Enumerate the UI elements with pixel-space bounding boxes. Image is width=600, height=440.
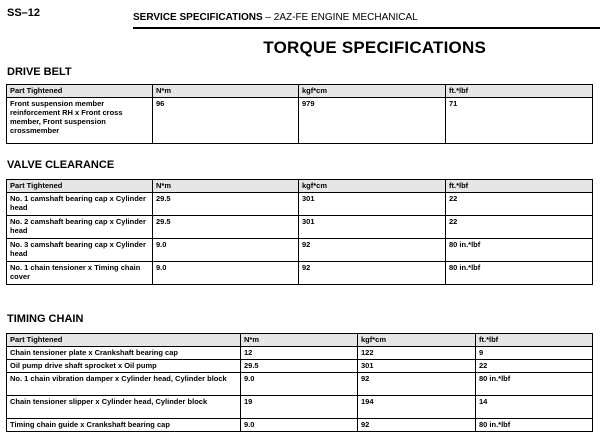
- kgfcm-cell: 301: [299, 193, 446, 216]
- ftlbf-cell: 80 in.*lbf: [476, 373, 593, 396]
- table-row: [7, 360, 593, 373]
- ftlbf-cell: 80 in.*lbf: [446, 262, 593, 285]
- part-cell: No. 2 camshaft bearing cap x Cylinder head: [7, 216, 153, 239]
- table-header-row: [7, 334, 593, 347]
- kgfcm-cell: 92: [299, 239, 446, 262]
- nm-cell: 29.5: [153, 216, 299, 239]
- kgfcm-cell: 92: [299, 262, 446, 285]
- part-cell: No. 1 camshaft bearing cap x Cylinder head: [7, 193, 153, 216]
- kgfcm-cell: 92: [358, 419, 476, 432]
- table-row: [7, 193, 593, 216]
- ftlbf-cell: 9: [476, 347, 593, 360]
- ftlbf-cell: 22: [476, 360, 593, 373]
- running-head-separator: –: [262, 12, 274, 23]
- running-head-chapter: 2AZ-FE ENGINE MECHANICAL: [273, 12, 418, 23]
- section-title-drive-belt: DRIVE BELT: [7, 66, 72, 78]
- table-header-row: [7, 85, 593, 98]
- table-row: [7, 262, 593, 285]
- ftlbf-cell: 80 in.*lbf: [446, 239, 593, 262]
- col-header-kgfcm: kgf*cm: [299, 180, 446, 193]
- part-cell: Front suspension member reinforcement RH x Front cross member, Front suspension crossmember: [7, 98, 153, 144]
- col-header-ftlbf: ft.*lbf: [446, 85, 593, 98]
- kgfcm-cell: 122: [358, 347, 476, 360]
- nm-cell: 29.5: [153, 193, 299, 216]
- valve-clearance-table: [6, 179, 593, 285]
- part-cell: Oil pump drive shaft sprocket x Oil pump: [7, 360, 241, 373]
- part-cell: Timing chain guide x Crankshaft bearing cap: [7, 419, 241, 432]
- col-header-part: Part Tightened: [7, 334, 241, 347]
- drive-belt-table: [6, 84, 593, 144]
- section-title-valve-clearance: VALVE CLEARANCE: [7, 159, 115, 171]
- col-header-nm: N*m: [153, 180, 299, 193]
- col-header-nm: N*m: [153, 85, 299, 98]
- table-row: [7, 347, 593, 360]
- section-title-timing-chain: TIMING CHAIN: [7, 313, 84, 325]
- nm-cell: 96: [153, 98, 299, 144]
- ftlbf-cell: 80 in.*lbf: [476, 419, 593, 432]
- header-rule: [133, 27, 600, 29]
- kgfcm-cell: 301: [358, 360, 476, 373]
- table-row: [7, 98, 593, 144]
- part-cell: Chain tensioner plate x Crankshaft bearing cap: [7, 347, 241, 360]
- running-head: [133, 12, 418, 23]
- table-header-row: [7, 180, 593, 193]
- col-header-part: Part Tightened: [7, 85, 153, 98]
- kgfcm-cell: 92: [358, 373, 476, 396]
- part-cell: No. 1 chain tensioner x Timing chain cover: [7, 262, 153, 285]
- timing-chain-table: [6, 333, 593, 432]
- ftlbf-cell: 22: [446, 193, 593, 216]
- nm-cell: 19: [241, 396, 358, 419]
- page-code: SS–12: [7, 7, 41, 19]
- col-header-ftlbf: ft.*lbf: [476, 334, 593, 347]
- nm-cell: 12: [241, 347, 358, 360]
- kgfcm-cell: 194: [358, 396, 476, 419]
- col-header-ftlbf: ft.*lbf: [446, 180, 593, 193]
- nm-cell: 9.0: [241, 373, 358, 396]
- part-cell: Chain tensioner slipper x Cylinder head, Cylinder block: [7, 396, 241, 419]
- table-row: [7, 396, 593, 419]
- table-row: [7, 373, 593, 396]
- nm-cell: 9.0: [153, 262, 299, 285]
- part-cell: No. 1 chain vibration damper x Cylinder head, Cylinder block: [7, 373, 241, 396]
- kgfcm-cell: 301: [299, 216, 446, 239]
- page-title: TORQUE SPECIFICATIONS: [263, 38, 486, 57]
- table-row: [7, 239, 593, 262]
- col-header-kgfcm: kgf*cm: [358, 334, 476, 347]
- col-header-kgfcm: kgf*cm: [299, 85, 446, 98]
- running-head-section: SERVICE SPECIFICATIONS: [133, 12, 263, 23]
- col-header-part: Part Tightened: [7, 180, 153, 193]
- col-header-nm: N*m: [241, 334, 358, 347]
- part-cell: No. 3 camshaft bearing cap x Cylinder head: [7, 239, 153, 262]
- ftlbf-cell: 71: [446, 98, 593, 144]
- kgfcm-cell: 979: [299, 98, 446, 144]
- nm-cell: 9.0: [153, 239, 299, 262]
- ftlbf-cell: 22: [446, 216, 593, 239]
- table-row: [7, 216, 593, 239]
- ftlbf-cell: 14: [476, 396, 593, 419]
- nm-cell: 9.0: [241, 419, 358, 432]
- table-row: [7, 419, 593, 432]
- nm-cell: 29.5: [241, 360, 358, 373]
